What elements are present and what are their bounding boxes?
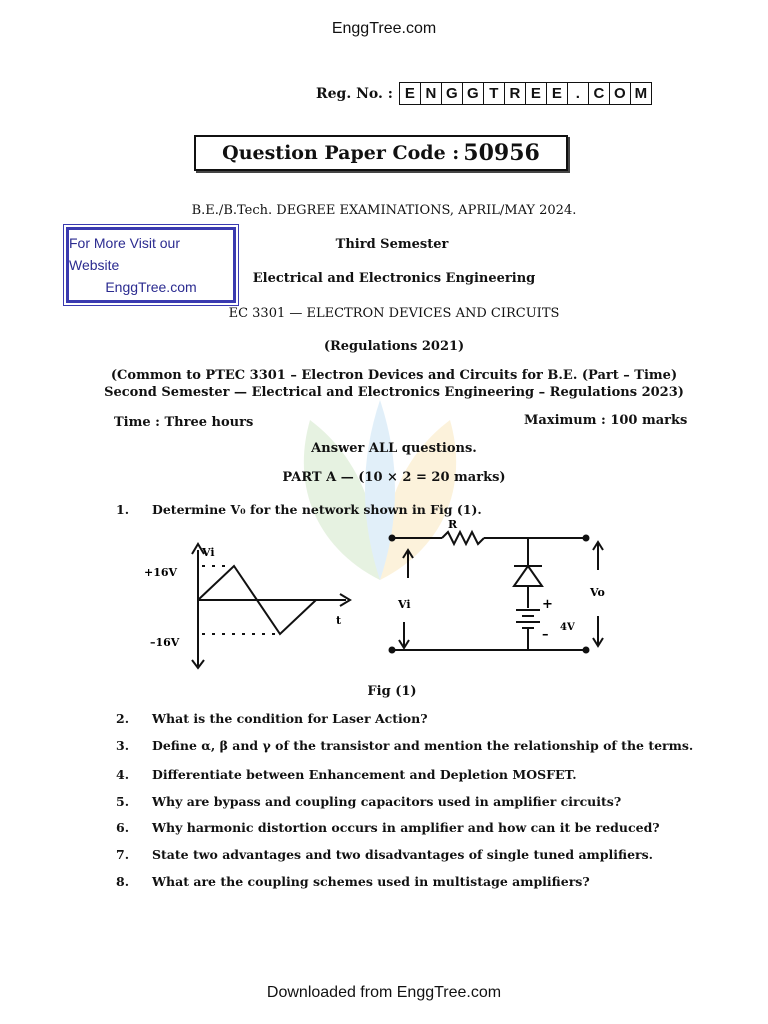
paper-code-number: 50956 bbox=[463, 140, 540, 166]
common-line-2: Second Semester — Electrical and Electronics Engineering – Regulations 2023) bbox=[104, 385, 684, 400]
battery-plus-label: + bbox=[542, 597, 553, 612]
question-item bbox=[116, 502, 716, 520]
question-text: What are the coupling schemes used in multistage amplifiers? bbox=[152, 874, 590, 889]
question-number: 3. bbox=[116, 738, 130, 753]
question-item bbox=[116, 711, 716, 729]
instruction: Answer ALL questions. bbox=[311, 441, 477, 456]
common-line-1: (Common to PTEC 3301 – Electron Devices and Circuits for B.E. (Part – Time) bbox=[110, 368, 678, 383]
neg-voltage-label: –16V bbox=[150, 636, 180, 649]
question-number: 4. bbox=[116, 767, 130, 782]
battery-minus-label: – bbox=[542, 627, 549, 642]
question-item bbox=[116, 847, 716, 865]
pos-voltage-label: +16V bbox=[144, 566, 178, 579]
reg-number-row bbox=[316, 82, 652, 105]
question-text: Determine V₀ for the network shown in Fig (1). bbox=[152, 502, 482, 517]
question-text: State two advantages and two disadvantages of single tuned amplifiers. bbox=[152, 847, 654, 862]
semester: Third Semester bbox=[335, 237, 449, 252]
t-axis-label: t bbox=[336, 614, 342, 627]
vi-circuit-label: Vi bbox=[398, 598, 411, 611]
question-number: 7. bbox=[116, 847, 130, 862]
battery-voltage-label: 4V bbox=[560, 622, 575, 633]
reg-char-box: R bbox=[505, 83, 526, 104]
department: Electrical and Electronics Engineering bbox=[252, 271, 536, 286]
exam-title: B.E./B.Tech. DEGREE EXAMINATIONS, APRIL/MAY 2024. bbox=[191, 203, 577, 218]
site-footer: Downloaded from EnggTree.com bbox=[266, 984, 502, 1001]
question-text: Differentiate between Enhancement and Depletion MOSFET. bbox=[152, 767, 577, 782]
reg-number-label: Reg. No. : bbox=[316, 85, 393, 102]
question-text: Define α, β and γ of the transistor and mention the relationship of the terms. bbox=[152, 738, 694, 753]
question-text: What is the condition for Laser Action? bbox=[152, 711, 428, 726]
question-paper-code-box bbox=[194, 135, 568, 171]
reg-char-box: T bbox=[484, 83, 505, 104]
resistor-label: R bbox=[448, 520, 458, 531]
paper-code-label: Question Paper Code : bbox=[222, 142, 460, 164]
reg-number-boxes bbox=[399, 82, 652, 105]
vo-label: Vo bbox=[590, 586, 605, 599]
vi-axis-label: Vi bbox=[202, 546, 215, 559]
figure-caption: Fig (1) bbox=[367, 684, 417, 699]
waveform-graph bbox=[192, 544, 350, 668]
question-item bbox=[116, 874, 716, 892]
reg-char-box: N bbox=[421, 83, 442, 104]
max-marks-label: Maximum : 100 marks bbox=[524, 413, 688, 428]
question-number: 6. bbox=[116, 820, 130, 835]
course-title: EC 3301 — ELECTRON DEVICES AND CIRCUITS bbox=[228, 306, 560, 321]
promo-line-1: For More Visit our Website bbox=[69, 235, 180, 273]
reg-char-box: . bbox=[568, 83, 589, 104]
reg-char-box: M bbox=[634, 85, 648, 102]
regulations: (Regulations 2021) bbox=[323, 339, 465, 354]
site-header: EnggTree.com bbox=[331, 20, 437, 37]
question-number: 1. bbox=[116, 502, 130, 517]
question-item bbox=[116, 794, 716, 812]
reg-char-box: G bbox=[463, 83, 484, 104]
part-a-heading: PART A — (10 × 2 = 20 marks) bbox=[282, 470, 506, 485]
question-number: 2. bbox=[116, 711, 130, 726]
reg-char-box: O bbox=[610, 83, 631, 104]
question-item bbox=[116, 820, 716, 838]
question-item bbox=[116, 767, 716, 785]
question-number: 5. bbox=[116, 794, 130, 809]
reg-char-box: C bbox=[589, 83, 610, 104]
question-number: 8. bbox=[116, 874, 130, 889]
question-item bbox=[116, 738, 716, 756]
question-text: Why are bypass and coupling capacitors used in amplifier circuits? bbox=[152, 794, 622, 809]
figure-1-diagram bbox=[130, 520, 630, 680]
diode-circuit bbox=[390, 532, 604, 653]
question-text: Why harmonic distortion occurs in amplifier and how can it be reduced? bbox=[152, 820, 660, 835]
reg-char-box: G bbox=[442, 83, 463, 104]
time-label: Time : Three hours bbox=[114, 415, 254, 430]
reg-char-box: E bbox=[547, 83, 568, 104]
promo-line-2: EnggTree.com bbox=[105, 279, 197, 295]
reg-char-box: E bbox=[526, 83, 547, 104]
reg-char-box: E bbox=[400, 83, 421, 104]
